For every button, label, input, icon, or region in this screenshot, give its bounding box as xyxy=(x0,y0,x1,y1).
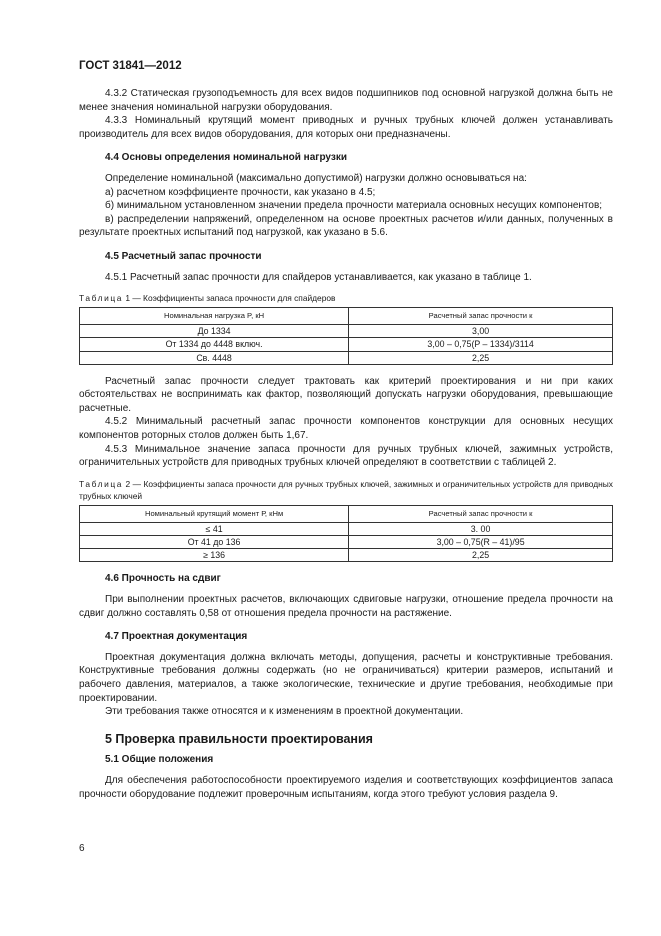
page-content xyxy=(79,87,613,801)
table-cell: До 1334 xyxy=(80,325,349,338)
table-row xyxy=(80,522,613,535)
table-header-cell: Номинальная нагрузка P, кН xyxy=(80,308,349,325)
paragraph-4-5-1: 4.5.1 Расчетный запас прочности для спайдеров устанавливается, как указано в таблице 1. xyxy=(105,271,532,283)
table-2-caption-text: 2 — Коэффициенты запаса прочности для ручных трубных ключей, зажимных и ограничительных устройств для приводных трубных ключей xyxy=(79,478,613,501)
table-header-row xyxy=(80,505,613,522)
table-row xyxy=(80,338,613,351)
table-cell: 3,00 – 0,75(P – 1334)/3114 xyxy=(349,338,613,351)
paragraph-4-5-2: 4.5.2 Минимальный расчетный запас прочности компонентов конструкции для основных несущих компонентов роторных столов должен быть 1,67. xyxy=(79,416,613,442)
table-cell: От 41 до 136 xyxy=(80,536,349,549)
section-4-5-title: 4.5 Расчетный запас прочности xyxy=(105,250,262,262)
table-1-caption xyxy=(79,292,613,304)
section-5-1-text: Для обеспечения работоспособности проектируемого изделия и соответствующих коэффициентов запаса прочности оборудование подлежит проверочным испытаниям, когда этого требуют условия раздела 9. xyxy=(79,774,613,800)
table-2-caption xyxy=(79,478,613,502)
table-1-caption-text: 1 — Коэффициенты запаса прочности для спайдеров xyxy=(123,293,336,304)
section-4-4-intro: Определение номинальной (максимально допустимой) нагрузки должно основываться на: xyxy=(105,172,527,184)
table-cell: 3,00 xyxy=(349,325,613,338)
list-item-a: а) расчетном коэффициенте прочности, как указано в 4.5; xyxy=(105,186,376,198)
page-number: 6 xyxy=(79,843,85,854)
table-row xyxy=(80,549,613,562)
section-4-7-text: Проектная документация должна включать методы, допущения, расчеты и конструктивные требования. Конструктивные требования должны содержать (но не ограничиваться) критерии размеров, испытаний и рабочего давления, материалов, а также экологические, технические и другие требования, необходимые при проектировании. xyxy=(79,651,613,704)
paragraph-4-3-2: 4.3.2 Статическая грузоподъемность для всех видов подшипников под основной нагрузкой должна быть не менее значения номинальной нагрузки оборудования. xyxy=(79,88,613,113)
section-5-title: 5 Проверка правильности проектирования xyxy=(105,731,373,746)
table-header-row xyxy=(80,308,613,325)
paragraph-after-table-1: Расчетный запас прочности следует трактовать как критерий проектирования и ни при каких обстоятельствах не воспринимать как фактор, позволяющий допускать нагрузки оборудования, превышающие расчетные. xyxy=(79,375,613,414)
paragraph-4-5-3: 4.5.3 Минимальное значение запаса прочности для ручных трубных ключей, зажимных устройств, ограничительных устройств для приводных трубных ключей определяют в соответствии с таблицей 2. xyxy=(79,443,613,469)
table-cell: 2,25 xyxy=(349,549,613,562)
table-cell: От 1334 до 4448 включ. xyxy=(80,338,349,351)
table-header-cell: Расчетный запас прочности к xyxy=(349,308,613,325)
table-2 xyxy=(79,505,613,563)
table-1-caption-label: Таблица xyxy=(79,293,124,304)
table-header-cell: Расчетный запас прочности к xyxy=(349,505,613,522)
table-row xyxy=(80,351,613,364)
table-cell: Св. 4448 xyxy=(80,351,349,364)
table-1 xyxy=(79,307,613,365)
table-cell: 3,00 – 0,75(R – 41)/95 xyxy=(349,536,613,549)
table-cell: ≤ 41 xyxy=(80,522,349,535)
list-item-b: б) минимальном установленном значении предела прочности материала основных несущих компонентов; xyxy=(105,200,603,212)
table-cell: 2,25 xyxy=(349,351,613,364)
table-row xyxy=(80,536,613,549)
section-5-1-title: 5.1 Общие положения xyxy=(105,754,214,766)
table-2-caption-label: Таблица xyxy=(79,478,124,489)
section-4-6-text: При выполнении проектных расчетов, включающих сдвиговые нагрузки, отношение предела прочности на сдвиг должно составлять 0,58 от отношения предела прочности на растяжение. xyxy=(79,594,613,619)
section-4-4-title: 4.4 Основы определения номинальной нагрузки xyxy=(105,152,347,164)
table-row xyxy=(80,325,613,338)
paragraph-4-3-3: 4.3.3 Номинальный крутящий момент приводных и ручных трубных ключей должен устанавливать производитель для всех видов оборудования, для которых они предназначены. xyxy=(79,115,613,140)
table-cell: ≥ 136 xyxy=(80,549,349,562)
section-4-7-text-2: Эти требования также относятся и к изменениям в проектной документации. xyxy=(105,706,464,718)
section-4-6-title: 4.6 Прочность на сдвиг xyxy=(105,573,221,585)
table-cell: 3. 00 xyxy=(349,522,613,535)
table-header-cell: Номинальный крутящий момент Р, кНм xyxy=(80,505,349,522)
list-item-c: в) распределении напряжений, определенном на основе проектных расчетов и/или данных, полученных в результате проектных испытаний под нагрузкой, как указано в 5.6. xyxy=(79,213,613,239)
section-4-7-title: 4.7 Проектная документация xyxy=(105,631,248,643)
document-header: ГОСТ 31841—2012 xyxy=(79,60,182,72)
